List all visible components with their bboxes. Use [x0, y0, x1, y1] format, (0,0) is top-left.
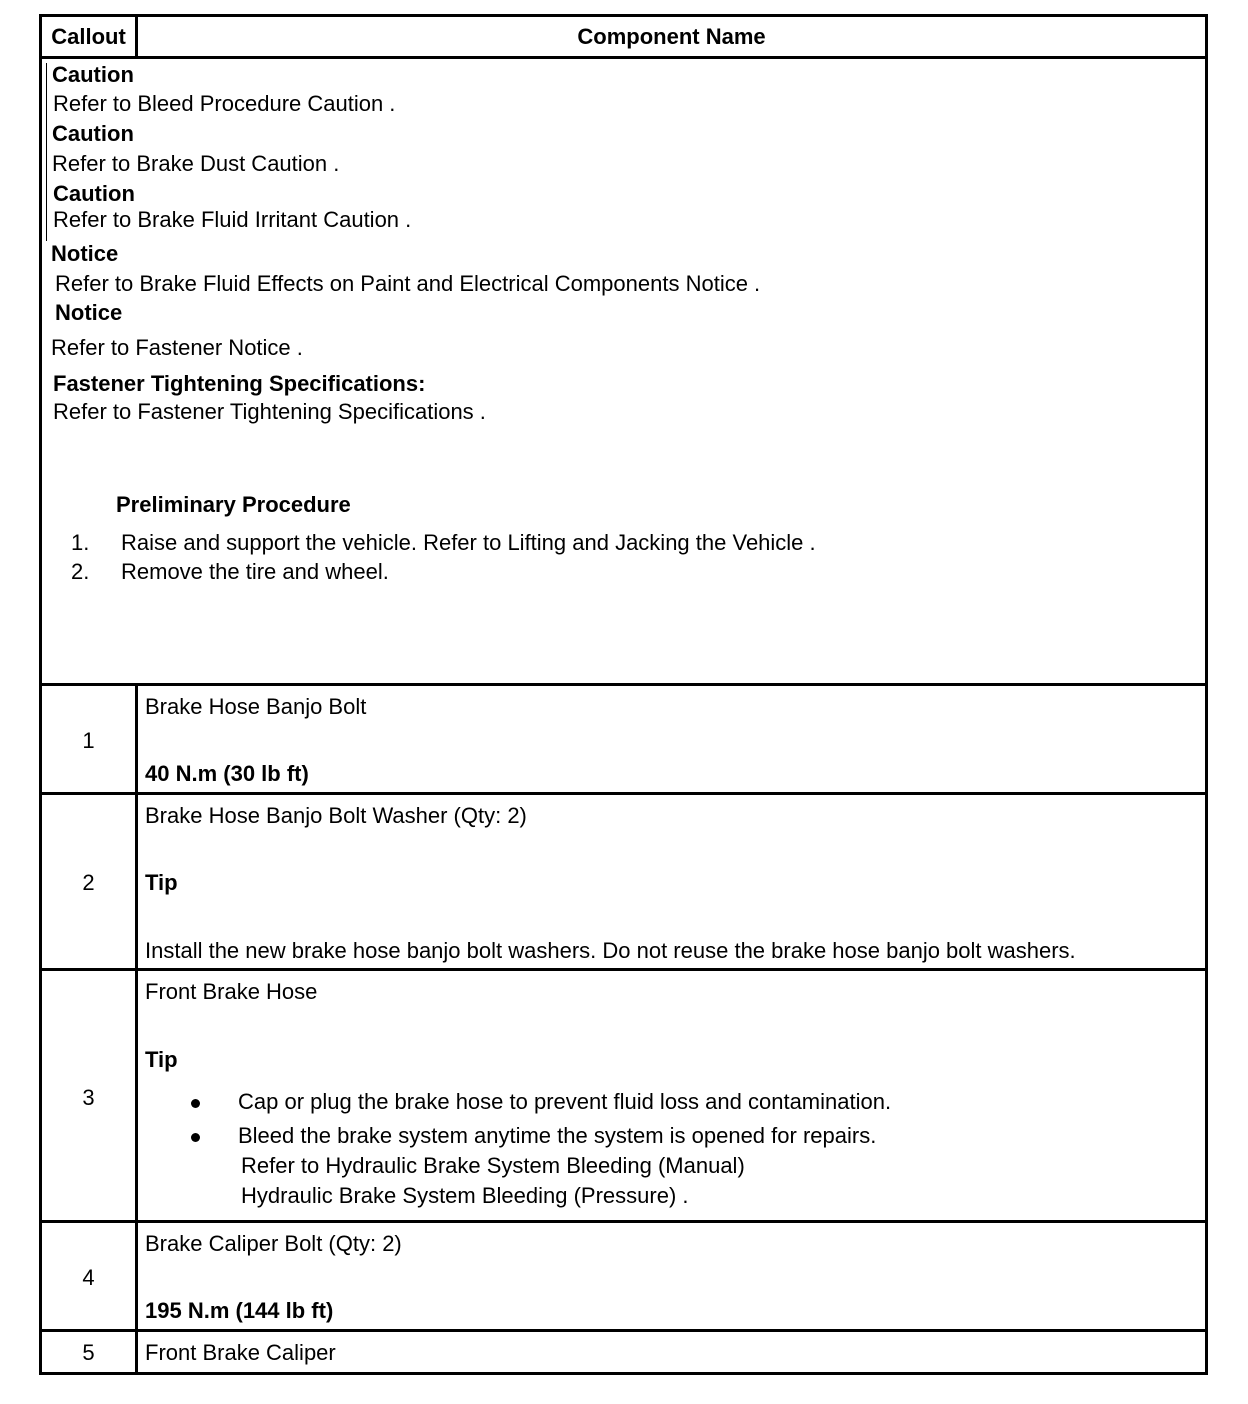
table-row: [42, 968, 1205, 1222]
fastener-spec-text: Refer to Fastener Tightening Specifications .: [53, 399, 486, 424]
caution-title: Caution: [52, 121, 134, 146]
caution-text: Refer to Bleed Procedure Caution .: [53, 91, 396, 116]
reference-link[interactable]: Hydraulic Brake System Bleeding (Pressure) .: [241, 1183, 689, 1208]
step-text: Raise and support the vehicle. Refer to Lifting and Jacking the Vehicle .: [121, 530, 816, 555]
preliminary-procedure-title: Preliminary Procedure: [116, 492, 351, 517]
notice-title: Notice: [55, 300, 123, 325]
caution-title: Caution: [52, 62, 134, 87]
callout-number: 2: [82, 870, 95, 895]
torque-spec: 195 N.m (144 lb ft): [145, 1298, 334, 1323]
callout-cell: [42, 795, 138, 970]
table-header: [42, 17, 1205, 59]
bullet-icon: [191, 1133, 200, 1142]
caution-title: Caution: [53, 181, 135, 206]
fastener-spec-title: Fastener Tightening Specifications:: [53, 371, 426, 396]
component-name: Brake Caliper Bolt (Qty: 2): [145, 1231, 402, 1256]
component-name: Brake Hose Banjo Bolt Washer (Qty: 2): [145, 803, 527, 828]
torque-spec: 40 N.m (30 lb ft): [145, 761, 309, 786]
callout-cell: [42, 686, 138, 794]
table-row: [42, 1329, 1205, 1372]
notice-title: Notice: [51, 241, 119, 266]
component-table: [39, 14, 1208, 1375]
notice-text: Refer to Fastener Notice .: [51, 335, 303, 360]
component-name: Front Brake Hose: [145, 979, 318, 1004]
step-number: 2.: [71, 559, 90, 584]
table-row: [42, 1220, 1205, 1331]
callout-cell: [42, 971, 138, 1222]
callout-number: 5: [82, 1340, 95, 1365]
table-row: [42, 792, 1205, 970]
step-text: Remove the tire and wheel.: [121, 559, 389, 584]
callout-cell: [42, 1332, 138, 1372]
callout-number: 3: [82, 1085, 95, 1110]
tip-text: Install the new brake hose banjo bolt washers. Do not reuse the brake hose banjo bolt washers.: [145, 938, 1076, 963]
callout-number: 1: [82, 728, 95, 753]
tip-bullet-text: Bleed the brake system anytime the system is opened for repairs.: [238, 1123, 877, 1148]
caution-text: Refer to Brake Fluid Irritant Caution .: [53, 207, 412, 232]
component-name: Brake Hose Banjo Bolt: [145, 694, 367, 719]
component-name-column-header: Component Name: [577, 24, 766, 49]
tip-label: Tip: [145, 1047, 178, 1072]
notice-text: Refer to Brake Fluid Effects on Paint and Electrical Components Notice .: [55, 271, 761, 296]
callout-number: 4: [82, 1265, 95, 1290]
table-row: [42, 683, 1205, 794]
reference-link[interactable]: Refer to Hydraulic Brake System Bleeding (Manual): [241, 1153, 745, 1178]
tip-label: Tip: [145, 870, 178, 895]
bullet-icon: [191, 1099, 200, 1108]
caution-text: Refer to Brake Dust Caution .: [52, 151, 340, 176]
notes-divider: [46, 63, 47, 241]
component-name: Front Brake Caliper: [145, 1340, 336, 1365]
callout-cell: [42, 1223, 138, 1331]
tip-bullet-text: Cap or plug the brake hose to prevent fluid loss and contamination.: [238, 1089, 892, 1114]
callout-column-header: Callout: [42, 17, 138, 56]
step-number: 1.: [71, 530, 90, 555]
